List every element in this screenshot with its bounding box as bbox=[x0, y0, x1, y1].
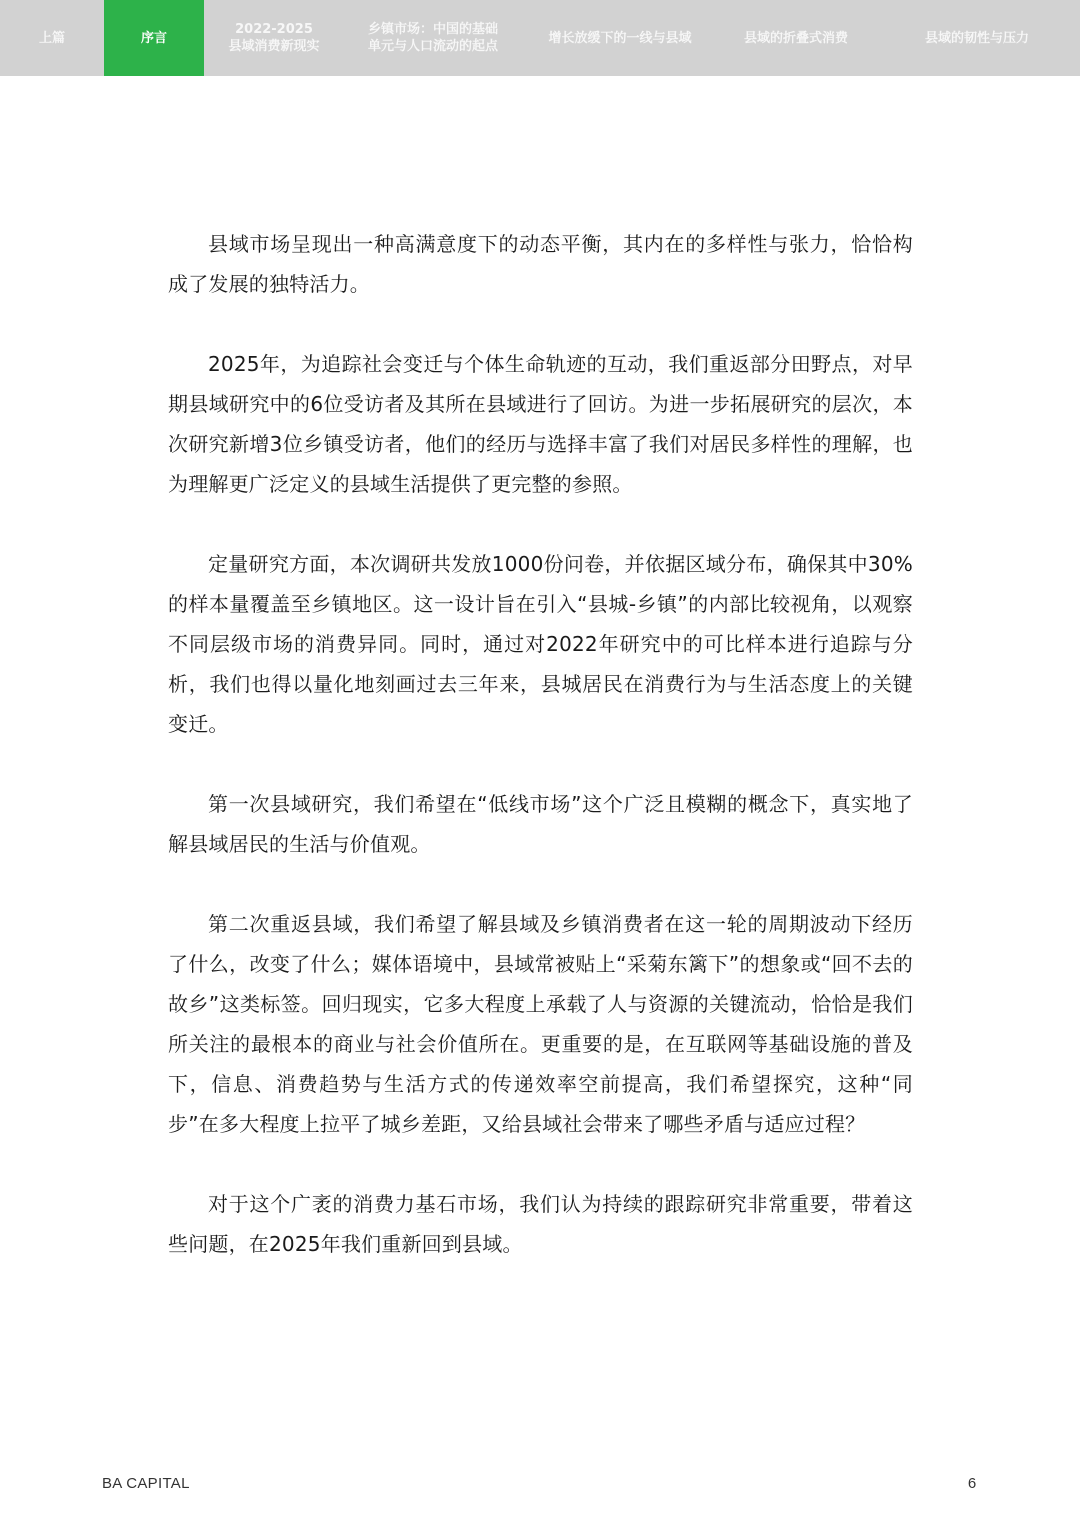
chapter-nav bbox=[0, 0, 1080, 76]
tab-part-one[interactable] bbox=[0, 0, 104, 76]
tab-township-market[interactable] bbox=[344, 0, 522, 76]
tab-tier-one-vs-county[interactable] bbox=[522, 0, 718, 76]
tab-folded-consumption[interactable] bbox=[718, 0, 874, 76]
tab-label: 序言 bbox=[140, 30, 167, 46]
tab-label-line-2: 县域消费新现实 bbox=[228, 39, 320, 54]
tab-county-consumption-reality[interactable] bbox=[204, 0, 344, 76]
footer-brand: BA CAPITAL bbox=[102, 1475, 190, 1492]
page-number: 6 bbox=[967, 1475, 977, 1492]
tab-label: 县域的韧性与压力 bbox=[924, 30, 1029, 46]
tab-resilience-and-pressure[interactable] bbox=[874, 0, 1080, 76]
tab-label-line-1: 乡镇市场：中国的基础 bbox=[367, 22, 498, 37]
tab-label: 县域的折叠式消费 bbox=[743, 30, 848, 46]
paragraph-2: 2025年，为追踪社会变迁与个体生命轨迹的互动，我们重返部分田野点，对早期县域研究中的6位受访者及其所在县域进行了回访。为进一步拓展研究的层次，本次研究新增3位乡镇受访者，他们的经历与选择丰富了我们对居民多样性的理解，也为理解更广泛定义的县域生活提供了更完整的参照。 bbox=[168, 352, 913, 496]
paragraph-1: 县域市场呈现出一种高满意度下的动态平衡，其内在的多样性与张力，恰恰构成了发展的独特活力。 bbox=[168, 232, 913, 296]
paragraph-6: 对于这个广袤的消费力基石市场，我们认为持续的跟踪研究非常重要，带着这些问题，在2025年我们重新回到县域。 bbox=[168, 1192, 913, 1256]
paragraph-5: 第二次重返县域，我们希望了解县域及乡镇消费者在这一轮的周期波动下经历了什么，改变了什么；媒体语境中，县域常被贴上“采菊东篱下”的想象或“回不去的故乡”这类标签。回归现实，它多大程度上承载了人与资源的关键流动，恰恰是我们所关注的最根本的商业与社会价值所在。更重要的是，在互联网等基础设施的普及下，信息、消费趋势与生活方式的传递效率空前提高，我们希望探究，这种“同步”在多大程度上拉平了城乡差距，又给县域社会带来了哪些矛盾与适应过程？ bbox=[168, 912, 913, 1136]
preface-body bbox=[168, 224, 913, 1304]
tab-label-line-2: 单元与人口流动的起点 bbox=[367, 39, 498, 54]
tab-label-line-1: 2022-2025 bbox=[235, 22, 313, 37]
tab-label: 增长放缓下的一线与县域 bbox=[548, 30, 692, 46]
tab-label: 上篇 bbox=[38, 30, 65, 46]
tab-preface[interactable] bbox=[104, 0, 204, 76]
paragraph-3: 定量研究方面，本次调研共发放1000份问卷，并依据区域分布，确保其中30%的样本量覆盖至乡镇地区。这一设计旨在引入“县城-乡镇”的内部比较视角，以观察不同层级市场的消费异同。同时，通过对2022年研究中的可比样本进行追踪与分析，我们也得以量化地刻画过去三年来，县城居民在消费行为与生活态度上的关键变迁。 bbox=[168, 552, 913, 736]
paragraph-4: 第一次县域研究，我们希望在“低线市场”这个广泛且模糊的概念下，真实地了解县域居民的生活与价值观。 bbox=[168, 792, 913, 856]
